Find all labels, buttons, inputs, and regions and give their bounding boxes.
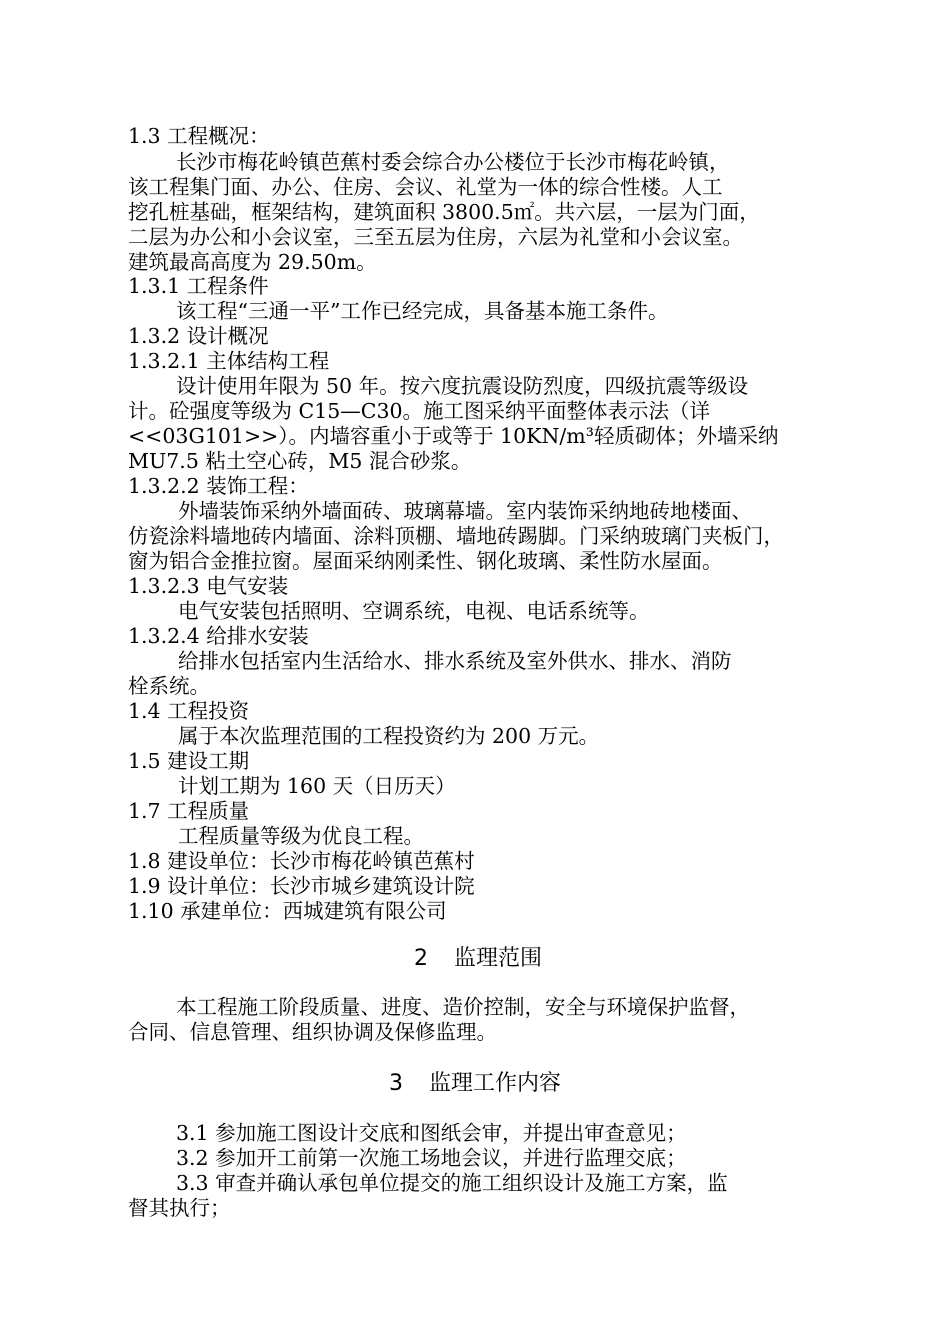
section-3-number: 3 (389, 1071, 403, 1096)
paragraph-line: 合同、信息管理、组织协调及保修监理。 (128, 1020, 497, 1044)
section-heading-1-4: 1.4 工程投资 (128, 699, 250, 723)
section-2-heading (414, 945, 542, 973)
section-2-number: 2 (414, 946, 428, 971)
section-heading-1-3-2-4: 1.3.2.4 给排水安装 (128, 624, 309, 648)
paragraph-line: 仿瓷涂料墙地砖内墙面、涂料顶棚、墙地砖踢脚。门采纳玻璃门夹板门， (128, 524, 784, 548)
section-heading-1-3: 1.3 工程概况： (128, 124, 270, 148)
section-heading-1-8: 1.8 建设单位：长沙市梅花岭镇芭蕉村 (128, 849, 475, 873)
section-heading-1-10: 1.10 承建单位：西城建筑有限公司 (128, 899, 447, 923)
section-heading-1-3-2: 1.3.2 设计概况 (128, 324, 269, 348)
paragraph-line: 给排水包括室内生活给水、排水系统及室外供水、排水、消防 (178, 649, 732, 673)
section-heading-1-3-2-3: 1.3.2.3 电气安装 (128, 574, 289, 598)
list-item: 3.3 审查并确认承包单位提交的施工组织设计及施工方案，监 (176, 1171, 728, 1195)
section-heading-1-7: 1.7 工程质量 (128, 799, 250, 823)
paragraph-line: 计划工期为 160 天（日历天） (178, 774, 456, 798)
paragraph-line: <<03G101>>）。内墙容重小于或等于 10KN/m³轻质砌体；外墙采纳 (128, 424, 779, 448)
section-2-title: 监理范围 (454, 946, 543, 971)
paragraph-line: 外墙装饰采纳外墙面砖、玻璃幕墙。室内装饰采纳地砖地楼面、 (178, 499, 752, 523)
paragraph-line: 工程质量等级为优良工程。 (178, 824, 424, 848)
section-3-title: 监理工作内容 (429, 1071, 562, 1096)
paragraph-line: 长沙市梅花岭镇芭蕉村委会综合办公楼位于长沙市梅花岭镇， (176, 150, 730, 174)
paragraph-line: 电气安装包括照明、空调系统，电视、电话系统等。 (178, 599, 650, 623)
paragraph-line: 属于本次监理范围的工程投资约为 200 万元。 (178, 724, 600, 748)
paragraph-line: 该工程“三通一平”工作已经完成，具备基本施工条件。 (176, 299, 669, 323)
list-item: 3.1 参加施工图设计交底和图纸会审，并提出审查意见； (176, 1121, 687, 1145)
section-3-heading (389, 1070, 561, 1098)
paragraph-line: 本工程施工阶段质量、进度、造价控制，安全与环境保护监督， (176, 995, 750, 1019)
section-heading-1-3-2-2: 1.3.2.2 装饰工程： (128, 474, 309, 498)
paragraph-line: 设计使用年限为 50 年。按六度抗震设防烈度，四级抗震等级设 (176, 374, 749, 398)
paragraph-line: 窗为铝合金推拉窗。屋面采纳刚柔性、钢化玻璃、柔性防水屋面。 (128, 549, 723, 573)
list-item: 3.2 参加开工前第一次施工场地会议，并进行监理交底； (176, 1146, 687, 1170)
paragraph-line: 二层为办公和小会议室，三至五层为住房，六层为礼堂和小会议室。 (128, 225, 743, 249)
paragraph-line: 栓系统。 (128, 674, 210, 698)
paragraph-line: 挖孔桩基础，框架结构，建筑面积 3800.5㎡。共六层，一层为门面， (128, 200, 760, 224)
section-heading-1-3-2-1: 1.3.2.1 主体结构工程 (128, 349, 330, 373)
section-heading-1-9: 1.9 设计单位：长沙市城乡建筑设计院 (128, 874, 475, 898)
paragraph-line: 该工程集门面、办公、住房、会议、礼堂为一体的综合性楼。人工 (128, 175, 723, 199)
list-item-continued: 督其执行； (128, 1196, 231, 1220)
paragraph-line: 计。砼强度等级为 C15—C30。施工图采纳平面整体表示法（详 (128, 399, 711, 423)
paragraph-line: 建筑最高高度为 29.50m。 (128, 250, 377, 274)
paragraph-line: MU7.5 粘土空心砖，M5 混合砂浆。 (128, 449, 472, 473)
section-heading-1-5: 1.5 建设工期 (128, 749, 250, 773)
section-heading-1-3-1: 1.3.1 工程条件 (128, 274, 269, 298)
